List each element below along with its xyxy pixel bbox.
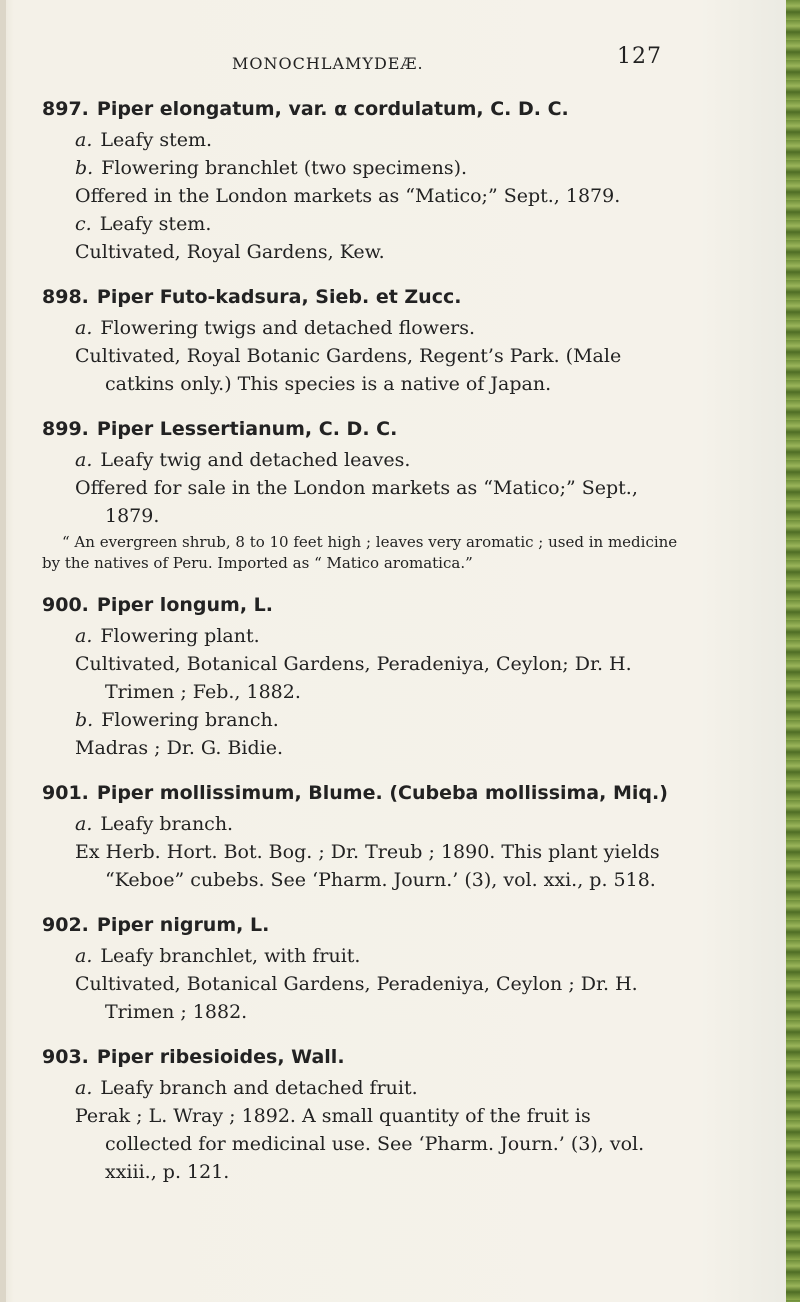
species-name: Piper longum, L. — [96, 594, 273, 616]
catalogue-entry — [42, 98, 682, 266]
specimen-description: Flowering twigs and detached flowers. — [100, 317, 476, 339]
specimen-letter: c. — [75, 213, 92, 235]
catalogue-entry — [42, 914, 682, 1026]
specimen-description: Leafy branch and detached fruit. — [100, 1077, 418, 1099]
entry-title — [42, 98, 682, 120]
specimen-item — [75, 446, 682, 474]
specimen-source: Ex Herb. Hort. Bot. Bog. ; Dr. Treub ; 1890. This plant yields “Keboe” cubebs. See ‘Pharm. Journ.’ (3), vol. xxi., p. 518. — [75, 841, 660, 891]
specimen-item — [75, 314, 682, 342]
specimen-item — [75, 210, 682, 238]
entry-title — [42, 914, 682, 936]
specimen-item — [75, 1074, 682, 1102]
species-name: Piper mollissimum, Blume. (Cubeba mollissima, Miq.) — [96, 782, 668, 804]
specimen-description: Leafy branchlet, with fruit. — [100, 945, 361, 967]
entry-number: 900. — [42, 594, 89, 616]
specimen-description: Leafy twig and detached leaves. — [100, 449, 411, 471]
species-name: Piper Futo-kadsura, Sieb. et Zucc. — [96, 286, 462, 308]
specimen-source: Offered in the London markets as “Matico;” Sept., 1879. — [75, 185, 621, 207]
specimen-item — [75, 810, 682, 838]
specimen-item — [75, 126, 682, 154]
specimen-source: Cultivated, Botanical Gardens, Peradeniya, Ceylon; Dr. H. Trimen ; Feb., 1882. — [75, 653, 632, 703]
specimen-letter: a. — [75, 317, 93, 339]
specimen-source: Cultivated, Royal Gardens, Kew. — [75, 241, 385, 263]
specimen-letter: b. — [75, 157, 94, 179]
species-name: Piper ribesioides, Wall. — [96, 1046, 345, 1068]
entry-title — [42, 418, 682, 440]
specimen-letter: a. — [75, 945, 93, 967]
species-name: Piper Lessertianum, C. D. C. — [96, 418, 398, 440]
specimen-source: Offered for sale in the London markets as “Matico;” Sept., 1879. — [75, 477, 638, 527]
specimen-item — [75, 622, 682, 650]
specimen-item — [75, 942, 682, 970]
entry-number: 898. — [42, 286, 89, 308]
specimen-source: Cultivated, Royal Botanic Gardens, Regent’s Park. (Male catkins only.) This species is a native of Japan. — [75, 345, 622, 395]
specimen-description: Leafy branch. — [100, 813, 234, 835]
specimen-letter: b. — [75, 709, 94, 731]
specimen-item — [75, 154, 682, 182]
catalogue-entry — [42, 418, 682, 574]
specimen-source: Perak ; L. Wray ; 1892. A small quantity of the fruit is collected for medicinal use. See ‘Pharm. Journ.’ (3), vol. xxiii., p. 121. — [75, 1105, 645, 1183]
species-note: “ An evergreen shrub, 8 to 10 feet high ; leaves very aromatic ; used in medicine by the natives of Peru. Imported as “ Matico aromatica.” — [42, 533, 678, 572]
entry-number: 899. — [42, 418, 89, 440]
catalogue-entry — [42, 1046, 682, 1186]
specimen-description: Leafy stem. — [99, 213, 212, 235]
entry-title — [42, 1046, 682, 1068]
specimen-description: Flowering branch. — [101, 709, 279, 731]
running-title: MONOCHLAMYDEÆ. — [232, 54, 424, 73]
page-number: 127 — [617, 44, 662, 69]
specimen-description: Flowering plant. — [100, 625, 260, 647]
species-name: Piper nigrum, L. — [96, 914, 270, 936]
specimen-letter: a. — [75, 1077, 93, 1099]
entry-title — [42, 594, 682, 616]
specimen-description: Leafy stem. — [100, 129, 213, 151]
catalogue-entries — [42, 98, 682, 1206]
entry-number: 903. — [42, 1046, 89, 1068]
specimen-letter: a. — [75, 449, 93, 471]
catalogue-entry — [42, 594, 682, 762]
specimen-letter: a. — [75, 813, 93, 835]
specimen-letter: a. — [75, 625, 93, 647]
catalogue-entry — [42, 782, 682, 894]
specimen-item — [75, 706, 682, 734]
book-edge — [786, 0, 800, 1302]
entry-number: 897. — [42, 98, 89, 120]
specimen-description: Flowering branchlet (two specimens). — [101, 157, 468, 179]
species-name: Piper elongatum, var. α cordulatum, C. D. C. — [96, 98, 569, 120]
entry-number: 901. — [42, 782, 89, 804]
entry-title — [42, 782, 682, 804]
specimen-letter: a. — [75, 129, 93, 151]
specimen-source: Cultivated, Botanical Gardens, Peradeniya, Ceylon ; Dr. H. Trimen ; 1882. — [75, 973, 638, 1023]
page-gutter — [0, 0, 6, 1302]
catalogue-entry — [42, 286, 682, 398]
specimen-source: Madras ; Dr. G. Bidie. — [75, 737, 284, 759]
entry-number: 902. — [42, 914, 89, 936]
entry-title — [42, 286, 682, 308]
